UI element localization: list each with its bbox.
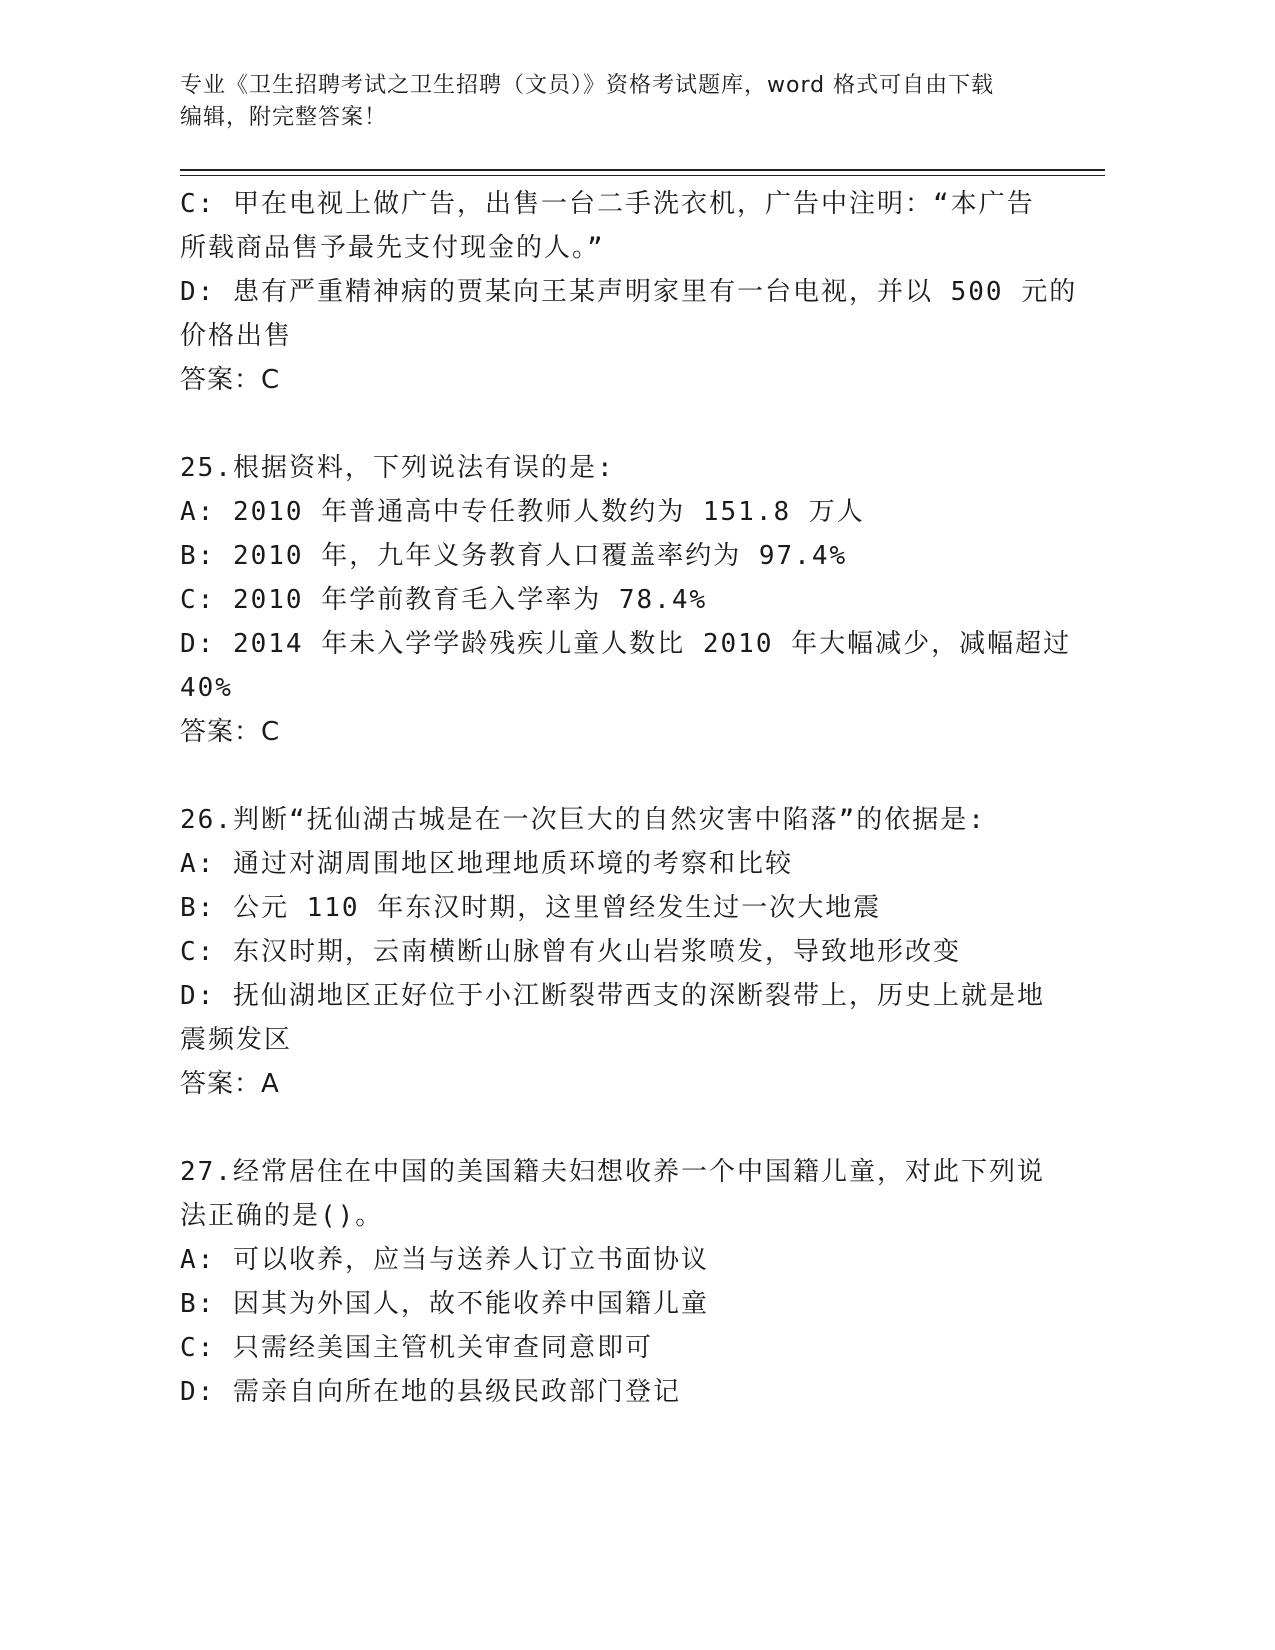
option-a: A: 2010 年普通高中专任教师人数约为 151.8 万人 (180, 497, 865, 527)
question-stem-continued: 法正确的是()。 (180, 1201, 384, 1231)
question-stem: 25.根据资料，下列说法有误的是: (180, 453, 615, 483)
question-24 (180, 182, 1078, 402)
option-b: B: 因其为外国人，故不能收养中国籍儿童 (180, 1289, 709, 1319)
document-header (180, 70, 1040, 134)
option-d-continued: 40% (180, 673, 233, 703)
header-divider-thick (180, 169, 1105, 171)
option-c: C: 东汉时期，云南横断山脉曾有火山岩浆喷发，导致地形改变 (180, 937, 961, 967)
answer-label: 答案：C (180, 365, 281, 395)
option-c-continued: 所载商品售予最先支付现金的人。” (180, 233, 605, 263)
option-a: A: 可以收养，应当与送养人订立书面协议 (180, 1245, 709, 1275)
option-d: D: 抚仙湖地区正好位于小江断裂带西支的深断裂带上，历史上就是地 (180, 981, 1045, 1011)
answer-label: 答案：C (180, 717, 281, 747)
answer-label: 答案：A (180, 1069, 280, 1099)
option-d: D: 需亲自向所在地的县级民政部门登记 (180, 1377, 681, 1407)
question-stem: 26.判断“抚仙湖古城是在一次巨大的自然灾害中陷落”的依据是: (180, 805, 986, 835)
header-divider-thin (180, 175, 1105, 176)
option-d-continued: 价格出售 (180, 321, 293, 351)
header-line-1: 专业《卫生招聘考试之卫生招聘（文员）》资格考试题库，word 格式可自由下载 (180, 73, 995, 98)
option-d: D: 患有严重精神病的贾某向王某声明家里有一台电视，并以 500 元的 (180, 277, 1078, 307)
spacer (180, 754, 1040, 798)
option-a: A: 通过对湖周围地区地理地质环境的考察和比较 (180, 849, 793, 879)
option-c: C: 甲在电视上做广告，出售一台二手洗衣机，广告中注明：“本广告 (180, 189, 1035, 219)
spacer (180, 1106, 1040, 1150)
option-b: B: 2010 年，九年义务教育人口覆盖率约为 97.4% (180, 541, 848, 571)
option-c: C: 只需经美国主管机关审查同意即可 (180, 1333, 653, 1363)
question-27 (180, 1150, 1045, 1414)
question-26 (180, 798, 1045, 1106)
option-d-continued: 震频发区 (180, 1025, 293, 1055)
question-stem: 27.经常居住在中国的美国籍夫妇想收养一个中国籍儿童，对此下列说 (180, 1157, 1045, 1187)
question-25 (180, 446, 1072, 754)
option-c: C: 2010 年学前教育毛入学率为 78.4% (180, 585, 708, 615)
spacer (180, 402, 1040, 446)
header-line-2: 编辑，附完整答案！ (180, 105, 388, 130)
option-b: B: 公元 110 年东汉时期，这里曾经发生过一次大地震 (180, 893, 882, 923)
question-list (180, 182, 1078, 1414)
option-d: D: 2014 年未入学学龄残疾儿童人数比 2010 年大幅减少，减幅超过 (180, 629, 1072, 659)
